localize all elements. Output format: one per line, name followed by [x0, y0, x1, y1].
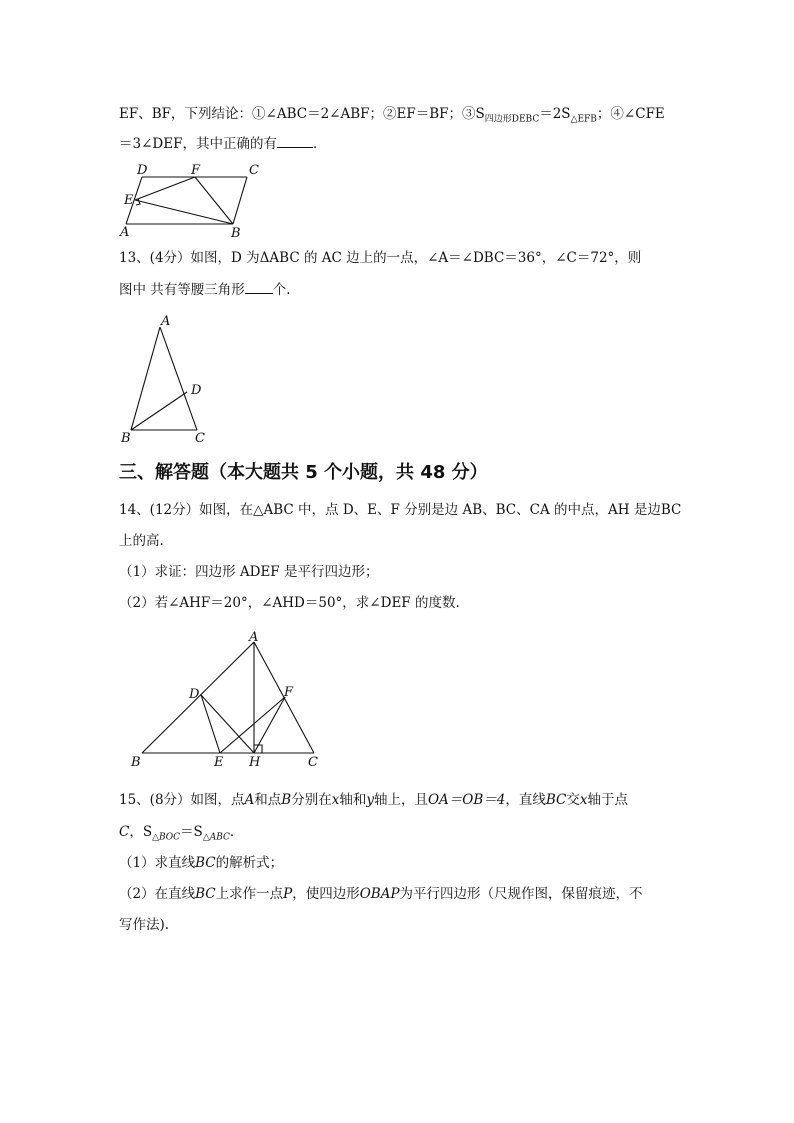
q15-text: ，使四边形: [292, 886, 360, 902]
segment-DE: [201, 695, 220, 753]
q15-text: ．: [229, 824, 244, 840]
var-BC: BC: [195, 886, 216, 902]
q13-text-2: 图中 共有等腰三角形: [119, 282, 245, 298]
q14-line-2: 上的高.: [119, 533, 164, 549]
q15-text: 15、(8分）如图，点: [119, 792, 245, 808]
q15-line-1: [119, 790, 628, 810]
edge-AC: [160, 327, 197, 430]
label-E: E: [124, 193, 134, 208]
var-A: A: [244, 792, 255, 808]
q15-text: 交: [566, 792, 580, 808]
q13-line-1: 13、(4分）如图，D 为ΔABC 的 AC 边上的一点，∠A＝∠DBC＝36°，∠C＝72°，则: [119, 250, 642, 266]
sub-BOC: △BOC: [152, 832, 181, 843]
var-P: P: [283, 886, 293, 902]
q15-text: 轴于点: [587, 792, 629, 808]
label-F: F: [284, 685, 294, 700]
label-A: A: [120, 225, 130, 240]
segment-EF: [135, 177, 195, 200]
q15-text: 为平行四边形（尺规作图，保留痕迹，不: [399, 886, 643, 902]
section-heading: 三、解答题（本大题共 5 个小题，共 48 分）: [119, 462, 488, 483]
sub-ABC: △ABC: [202, 832, 230, 843]
q15-text: 轴上，且: [373, 792, 428, 808]
q15-text: ，S: [129, 824, 153, 840]
q15-part-2-line-2: 写作法).: [119, 917, 170, 933]
q15-text: 分别在: [291, 792, 332, 808]
label-B: B: [131, 755, 141, 770]
var-BC: BC: [195, 855, 216, 871]
label-A: A: [249, 630, 259, 645]
answer-blank[interactable]: [277, 134, 313, 148]
segment-FB: [195, 177, 233, 224]
var-x: x: [579, 792, 588, 808]
segment-BD: [131, 392, 187, 430]
q15-text: 和点: [254, 792, 282, 808]
var-C: C: [119, 824, 130, 840]
q12-sub-quadrilateral: 四边形DEBC: [484, 114, 540, 125]
q12-text-1-end: ；④∠CFE: [596, 106, 665, 122]
label-C: C: [249, 163, 259, 178]
q15-part-1: [119, 853, 283, 873]
q12-parallelogram-figure: [115, 160, 275, 240]
q15-text: 轴和: [339, 792, 367, 808]
label-E: E: [214, 755, 224, 770]
edge-AB: [131, 327, 160, 430]
q15-text: ，直线: [505, 792, 546, 808]
q12-line-2: [119, 134, 326, 154]
q12-text-1: EF、BF，下列结论：①∠ABC＝2∠ABF；②EF＝BF；③S: [119, 106, 485, 122]
q15-part-2: [119, 884, 643, 904]
var-OBAP: OBAP: [359, 886, 400, 902]
q13-text-2-end: 个.: [272, 282, 291, 298]
segment-EB: [135, 200, 233, 224]
label-F: F: [191, 163, 201, 178]
label-H: H: [249, 755, 261, 770]
q15-text: 上求作一点: [215, 886, 284, 902]
q13-triangle-figure: [118, 312, 228, 447]
label-D: D: [189, 687, 200, 702]
label-D: D: [191, 383, 202, 398]
label-C: C: [308, 755, 318, 770]
q14-line-1: 14、(12分）如图，在△ABC 中，点 D、E、F 分别是边 AB、BC、CA 的中点，AH 是边BC: [119, 502, 682, 518]
var-B: B: [281, 792, 292, 808]
q12-text-1-mid: ＝2S: [539, 106, 571, 122]
segment-EF: [220, 697, 285, 753]
q13-line-2: [119, 280, 291, 300]
q15-text: （2）在直线: [119, 886, 196, 902]
q14-part-2: （2）若∠AHF＝20°，∠AHD＝50°，求∠DEF 的度数.: [119, 595, 460, 611]
q12-text-2: ＝3∠DEF，其中正确的有: [119, 136, 277, 152]
q15-text: （1）求直线: [119, 855, 196, 871]
var-x: x: [331, 792, 340, 808]
segment-DH: [201, 695, 254, 753]
q14-triangle-figure: [128, 628, 338, 773]
q15-text: 的解析式；: [215, 855, 284, 871]
q12-text-2-end: ．: [312, 136, 327, 152]
label-B: B: [231, 226, 241, 241]
q12-sub-triangle: △EFB: [570, 114, 597, 125]
var-y: y: [366, 792, 374, 808]
q12-line-1: [119, 104, 665, 130]
q15-text: ＝S: [180, 824, 203, 840]
label-D: D: [137, 163, 148, 178]
edge-CB: [233, 177, 247, 224]
equation-oa-ob: OA＝OB＝4: [427, 792, 506, 808]
q14-part-1: （1）求证：四边形 ADEF 是平行四边形；: [119, 564, 379, 580]
label-A: A: [161, 314, 171, 329]
label-B: B: [121, 431, 131, 446]
label-C: C: [195, 431, 205, 446]
answer-blank[interactable]: [245, 280, 273, 294]
q15-line-2: [119, 822, 243, 848]
var-BC: BC: [545, 792, 567, 808]
